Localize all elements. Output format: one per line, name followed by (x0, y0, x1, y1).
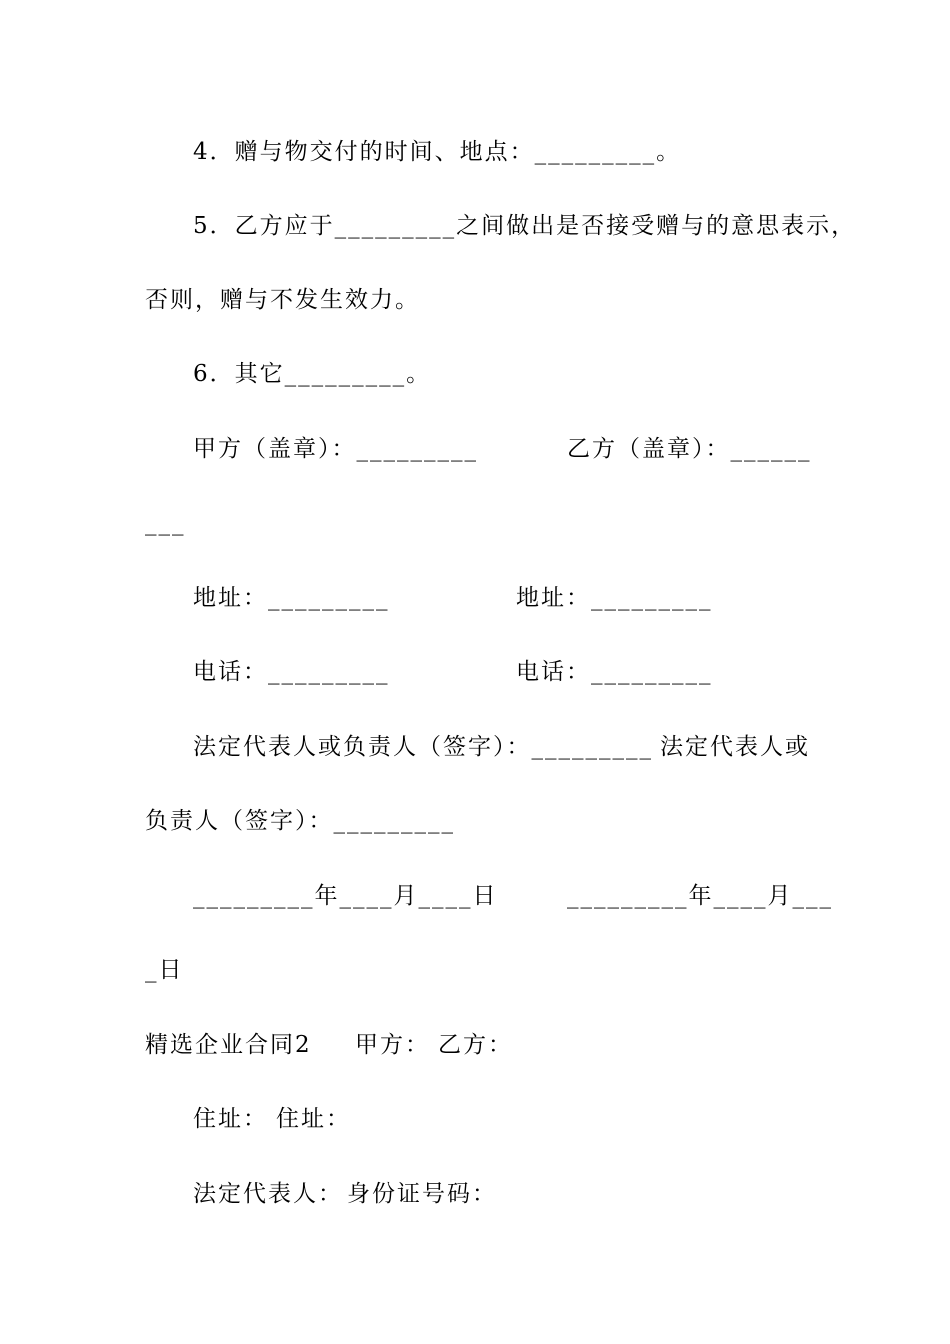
party-b-representative-signature: 负责人（签字）：_________ (145, 808, 455, 834)
contract-2-party-a-address: 住址： (193, 1106, 268, 1132)
party-a-address: 地址：_________ (193, 585, 390, 611)
clause-5-continuation: 否则，赠与不发生效力。 (145, 287, 420, 313)
party-a-phone: 电话：_________ (193, 659, 390, 685)
party-a-date: _________年____月____日 (193, 883, 498, 909)
party-b-phone: 电话：_________ (516, 659, 713, 685)
contract-2-id-number: 身份证号码： (347, 1181, 497, 1207)
contract-2-party-a: 甲方： (355, 1032, 430, 1058)
party-b-seal: 乙方（盖章）：______ (567, 436, 812, 462)
contract-2-legal-representative: 法定代表人： (193, 1181, 343, 1207)
party-b-seal-continuation: ___ (145, 510, 186, 536)
party-a-representative-signature: 法定代表人或负责人（签字）：_________ (193, 734, 653, 760)
party-b-address: 地址：_________ (516, 585, 713, 611)
clause-5-acceptance: 5．乙方应于_________之间做出是否接受赠与的意思表示， (193, 213, 857, 239)
contract-2-title: 精选企业合同2 (145, 1032, 312, 1058)
party-b-date: _________年____月___ (567, 883, 833, 909)
clause-6-other: 6．其它_________。 (193, 361, 432, 387)
party-b-date-continuation: _日 (145, 957, 184, 983)
contract-2-party-b: 乙方： (438, 1032, 513, 1058)
party-b-representative-label: 法定代表人或 (660, 734, 810, 760)
clause-4-delivery: 4．赠与物交付的时间、地点：_________。 (193, 139, 682, 165)
contract-2-party-b-address: 住址： (276, 1106, 351, 1132)
party-a-seal: 甲方（盖章）：_________ (193, 436, 478, 462)
